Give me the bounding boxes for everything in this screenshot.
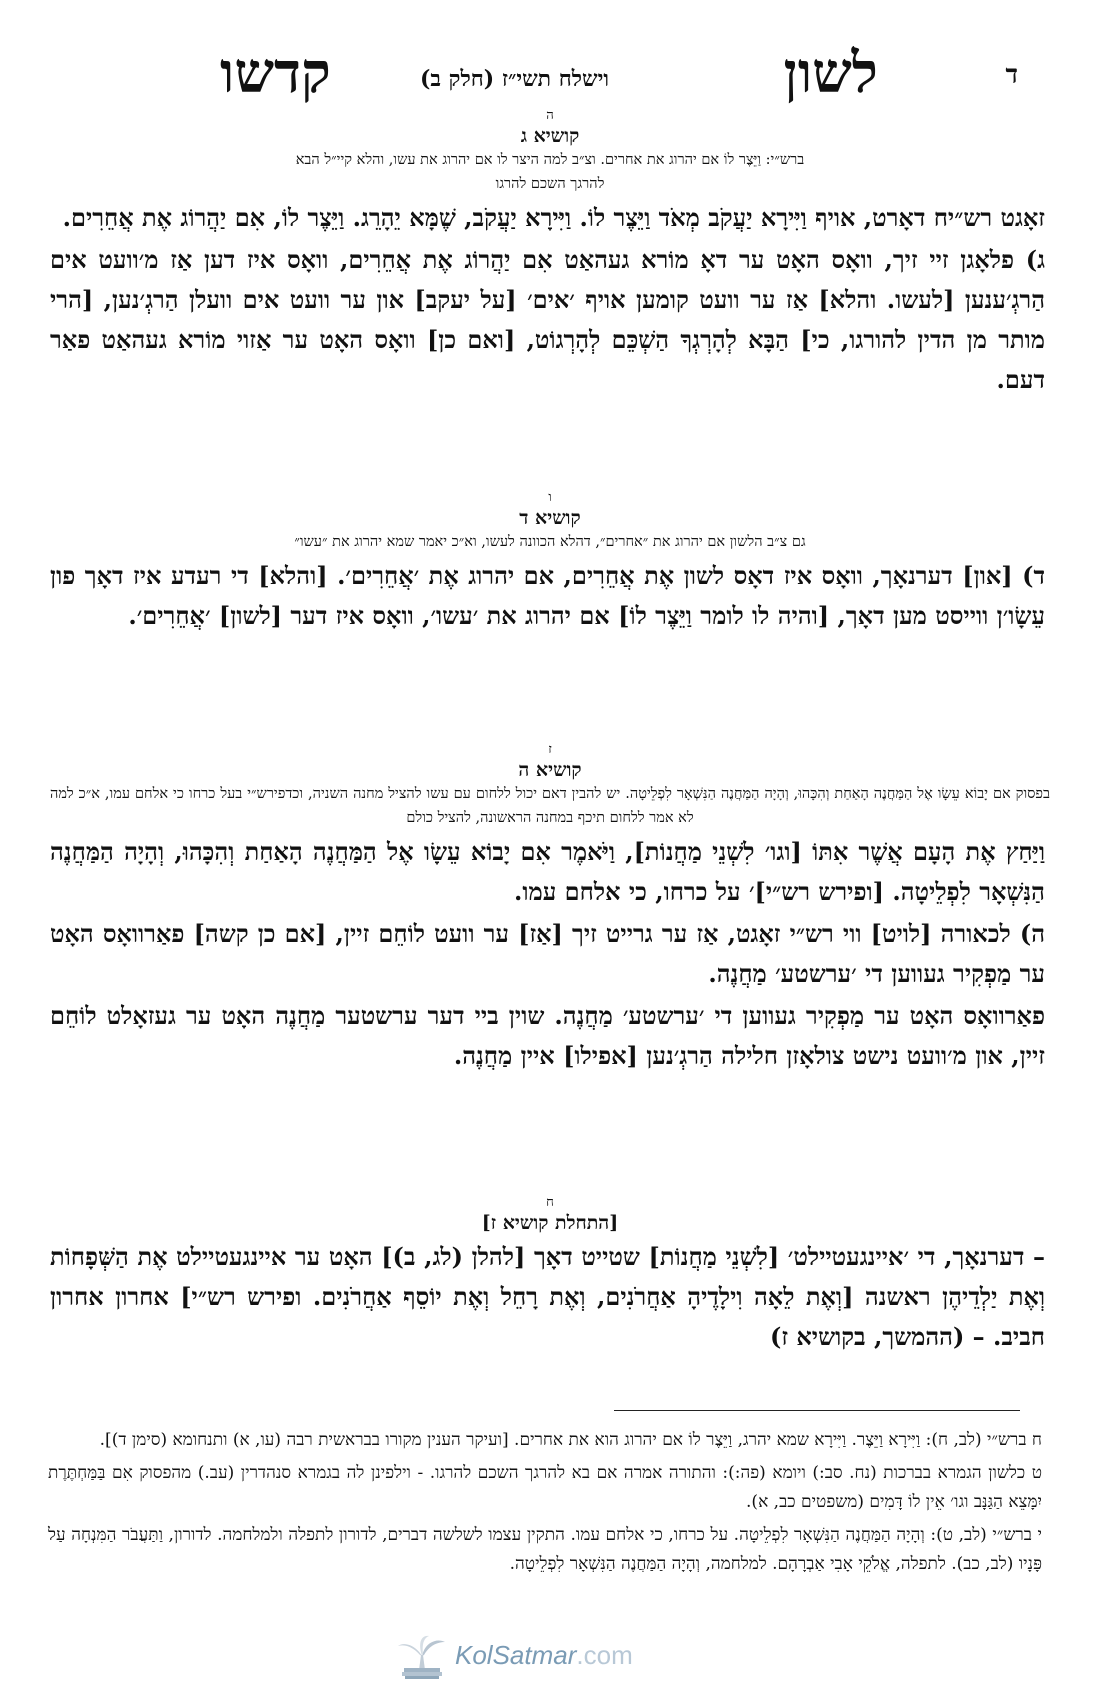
section-summary: ברש״י: וַיֵּצֶר לוֹ אם יהרוג את אחרים. וצ״ב למה היצר לו אם יהרוג את עשו, והלא קיי״ל הבא להרגך השכם להרגו — [295, 152, 805, 192]
section-body — [50, 832, 1045, 1076]
section-number: ח — [546, 1195, 554, 1210]
paragraph: – דערנאָך, די ׳איינגעטיילט׳ [לִשְׁנֵי מַחֲנוֹת] שטייט דאָך [להלן (לג, ב)] האָט ער איינגעטיילט אֶת הַשְּׁפָחוֹת וְאֶת יַלְדֵיהֶן ראשנה [וְאֶת לֵאָה וִילָדֶיהָ אַחֲרֹנִים, וְאֶת רָחֵל וְאֶת יוֹסֵף אַחֲרֹנִים. ופירש רש״י] אחרון אחרון חביב. – (ההמשך, בקושיא ז) — [50, 1242, 1045, 1351]
section-body — [50, 556, 1045, 636]
paragraph: זאָגט רש״יח דאָרט, אויף וַיִּירָא יַעֲקֹב מְאֹד וַיֵּצֶר לוֹ. וַיִּירָא יַעֲקֹב, שֶׁמָּא יֵהָרֵג. וַיֵּצֶר לוֹ, אִם יַהֲרוֹג אֶת אֲחֵרִים. — [62, 203, 1045, 232]
section-title: קושיא ה — [518, 759, 582, 781]
section-8 — [0, 1195, 1100, 1357]
section-title: קושיא ג — [520, 125, 580, 147]
page-number: ד — [1005, 60, 1018, 90]
paragraph: ד) [און] דערנאָך, וואָס איז דאָס לשון אֶת אֲחֵרִים, אם יהרוג אֶת ׳אֲחֵרִים׳. [והלא] די רעדע איז דאָך פון עֵשָׂו׳ן ווייסט מען דאָך, [והיה לו לומר וַיֵּצֶר לוֹ] אם יהרוג את ׳עשו׳, וואָס איז דער [לשון] ׳אֲחֵרִים׳. — [50, 561, 1045, 630]
book-title-right: לשון — [783, 40, 878, 106]
palm-tree-books-icon — [395, 1634, 449, 1680]
section-summary: בפסוק אם יָבוֹא עֵשָׂו אֶל הַמַּחֲנֶה הָאַחַת וְהִכָּהוּ, וְהָיָה הַמַּחֲנֶה הַנִּשְׁאָר לִפְלֵיטָה. יש להבין דאם יכול ללחום עם עשו להציל מחנה השניה, וכדפירש״י בעל כרחו כי אלחם עמו, א״כ למה לא אמר ללחום תיכף במחנה הראשונה, להציל כולם — [50, 786, 1050, 826]
section-number: ז — [548, 742, 552, 757]
section-body — [50, 198, 1045, 400]
paragraph: וַיַּחַץ אֶת הָעָם אֲשֶׁר אִתּוֹ [וגו׳ לִשְׁנֵי מַחֲנוֹת], וַיֹּאמֶר אִם יָבוֹא עֵשָׂו אֶל הַמַּחֲנֶה הָאַחַת וְהִכָּהוּ, וְהָיָה הַמַּחֲנֶה הַנִּשְׁאָר לִפְלֵיטָה. [ופירש רש״י]׳ על כרחו, כי אלחם עמו. — [50, 837, 1045, 906]
header-subtitle: וישלח תשי״ז (חלק ב) — [420, 66, 610, 92]
footnote-divider — [614, 1410, 1020, 1411]
section-title: קושיא ד — [519, 507, 581, 529]
footnote: ח ברש״י (לב, ח): וַיִּירָא וַיֵּצֶר. וַיִּירָא שמא יהרג, וַיֵּצֶר לוֹ אם יהרוג הוא את אחרים. [ועיקר הענין מקורו בבראשית רבה (עו, א) ותנחומא (סימן ד)]. — [99, 1430, 1042, 1450]
section-body — [50, 1237, 1045, 1357]
book-title-left: קדשו — [220, 40, 331, 106]
section-7 — [0, 742, 1100, 1076]
section-5 — [0, 108, 1100, 400]
footnote: י ברש״י (לב, ט): וְהָיָה הַמַּחֲנֶה הַנִּשְׁאָר לִפְלֵיטָה. על כרחו, כי אלחם עמו. התקין עצמו לשלשה דברים, לדורון לתפלה ולמלחמה. לדורון, וַתַּעֲבֹר הַמִּנְחָה עַל פָּנָיו (לב, כב). לתפלה, אֱלֹקֵי אָבִי אַבְרָהָם. למלחמה, וְהָיָה הַמַּחֲנֶה הַנִּשְׁאָר לִפְלֵיטָה. — [48, 1525, 1042, 1574]
paragraph: ג) פלאָגן זיי זיך, וואָס האָט ער דאָ מוֹרא געהאַט אִם יַהֲרוֹג אֶת אֲחֵרִים, וואָס איז דען אַז מ׳וועט אים הַרגְ׳ענען [לעשו. והלא] אַז ער וועט קומען אויף ׳אים׳ [על יעקב] און ער וועט אים וועלן הַרגְ׳נען, [הרי מותר מן הדין להורגו, כי] הַבָּא לְהָרְגְךָ הַשְׁכֵּם לְהָרְגוֹט, [ואם כן] וואָס האָט ער אַזוי מוֹרא געהאַט פאַר דעם. — [50, 245, 1045, 394]
section-6 — [0, 490, 1100, 636]
section-number: ו — [548, 490, 552, 505]
footnote: ט כלשון הגמרא בברכות (נח. סב:) ויומא (פה:): והתורה אמרה אם בא להרגך השכם להרגו. - וילפינן לה בגמרא סנהדרין (עב.) מהפסוק אִם בַּמַּחְתֶּרֶת יִמָּצֵא הַגַּנָּב וגו׳ אֵין לוֹ דָּמִים (משפטים כב, א). — [48, 1463, 1042, 1512]
logo-text: KolSatmar.com — [455, 1640, 633, 1670]
section-number: ה — [546, 108, 554, 123]
section-summary: גם צ״ב הלשון אם יהרוג את ״אחרים״, דהלא הכוונה לעשו, וא״כ יאמר שמא יהרוג את ״עשו״ — [294, 534, 806, 550]
section-title: [התחלת קושיא ז] — [481, 1212, 619, 1234]
paragraph: פאַרוואָס האָט ער מַפְקִיר געווען די ׳ערשטע׳ מַחֲנֶה. שוין ביי דער ערשטער מַחֲנֶה האָט ער געזאָלט לוֹחֵם זיין, און מ׳וועט נישט צולאָזן חלילה הַרגְ׳נען [אפילו] איין מַחֲנֶה. — [50, 1001, 1045, 1070]
footnotes — [48, 1426, 1042, 1583]
site-logo — [395, 1632, 655, 1682]
paragraph: ה) לכאורה [לויט] ווי רש״י זאָגט, אַז ער גרייט זיך [אַז] ער וועט לוֹחֵם זיין, [אם כן קשה] פאַרוואָס האָט ער מַפְקִיר געווען די ׳ערשטע׳ מַחֲנֶה. — [50, 919, 1045, 988]
page-header — [0, 40, 1100, 110]
